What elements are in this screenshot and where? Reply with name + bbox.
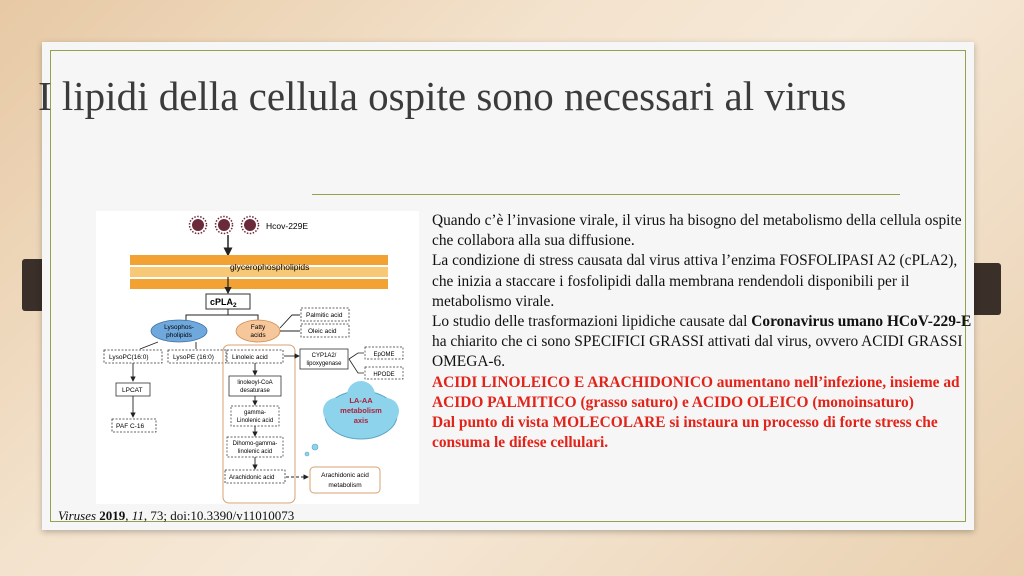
cyp-label-2: lipoxygenase <box>306 361 342 367</box>
virus-label: Hcov-229E <box>266 221 309 231</box>
title-divider <box>312 194 900 195</box>
hpode-label: HPODE <box>373 372 395 378</box>
virus-icon <box>190 217 259 234</box>
caption-volume: 11 <box>131 508 144 523</box>
paragraph-3-bold: Coronavirus umano HCoV-229-E <box>751 313 972 331</box>
oleic-label: Oleic acid <box>308 328 337 335</box>
arach-metabolism-label-1: Arachidonic acid <box>321 472 369 479</box>
enzyme-label: cPLA$_2$ <box>210 297 237 309</box>
paf-label: PAF C-16 <box>116 423 145 430</box>
paragraph-1: Quando c’è l’invasione virale, il virus ha bisogno del metabolismo della cellula ospite che collabora alla sua diffusione. <box>432 212 962 250</box>
body-text <box>432 211 972 453</box>
membrane-label: glycerophospholipids <box>230 262 310 272</box>
dihomo-label-1: Dihomo-gamma- <box>232 441 278 447</box>
epome-label: EpOME <box>373 352 395 358</box>
paragraph-3-part-a: Lo studio delle trasformazioni lipidiche causate dal <box>432 313 752 331</box>
paragraph-2: La condizione di stress causata dal virus attiva l’enzima FOSFOLIPASI A2 (cPLA2), che inizia a staccare i fosfolipidi dalla membrana rendendoli disponibili per il metabolismo virale. <box>432 252 958 310</box>
caption-journal: Viruses <box>58 508 97 523</box>
fatty-label-1: Fatty <box>250 324 266 331</box>
linoleic-label: Linoleic acid <box>232 354 268 361</box>
figure-caption: Viruses 2019, 11, 73; doi:10.3390/v11010073 <box>58 508 295 523</box>
fatty-label-2: acids <box>250 332 266 339</box>
arach-metabolism-label-2: metabolism <box>328 482 362 489</box>
gamma-label-1: gamma- <box>243 410 267 416</box>
caption-year: 2019 <box>99 508 126 523</box>
lpcat-label: LPCAT <box>122 387 143 394</box>
lipid-pathway-diagram <box>96 211 419 504</box>
cloud-label-3: axis <box>353 416 369 425</box>
desaturase-label-1: linoleoyl-CoA <box>237 380 273 386</box>
lyso-label-1: Lysophos- <box>164 324 194 331</box>
cloud-label-2: metabolism <box>340 406 382 415</box>
slide-title: I lipidi della cellula ospite sono necessari al virus <box>38 73 847 119</box>
paragraph-5: Dal punto di vista MOLECOLARE si instaura un processo di forte stress che consuma le difese cellulari. <box>432 414 938 452</box>
arachidonic-label: Arachidonic acid <box>229 474 275 481</box>
cloud-label-1: LA-AA <box>349 396 373 405</box>
membrane-icon <box>130 255 388 289</box>
lysopc-label: LysoPC(16:0) <box>109 354 149 361</box>
lyso-label-2: pholipids <box>166 332 192 339</box>
dihomo-label-2: linolenic acid <box>237 449 273 455</box>
palmitic-label: Palmitic acid <box>306 312 343 319</box>
caption-rest: , 73; doi:10.3390/v11010073 <box>143 508 295 523</box>
paragraph-3-part-c: ha chiarito che ci sono SPECIFICI GRASSI attivati dal virus, ovvero ACIDI GRASSI OMEGA-6. <box>432 333 963 371</box>
paragraph-3 <box>432 312 972 373</box>
gamma-label-2: Linolenic acid <box>236 418 274 424</box>
cyp-label-1: CYP1A2/ <box>311 353 337 359</box>
lysope-label: LysoPE (16:0) <box>173 354 214 361</box>
desaturase-label-2: desaturase <box>240 388 270 394</box>
paragraph-4: ACIDI LINOLEICO E ARACHIDONICO aumentano nell’infezione, insieme ad ACIDO PALMITICO (grasso saturo) e ACIDO OLEICO (monoinsaturo) <box>432 373 960 411</box>
cloud-icon <box>305 381 399 456</box>
